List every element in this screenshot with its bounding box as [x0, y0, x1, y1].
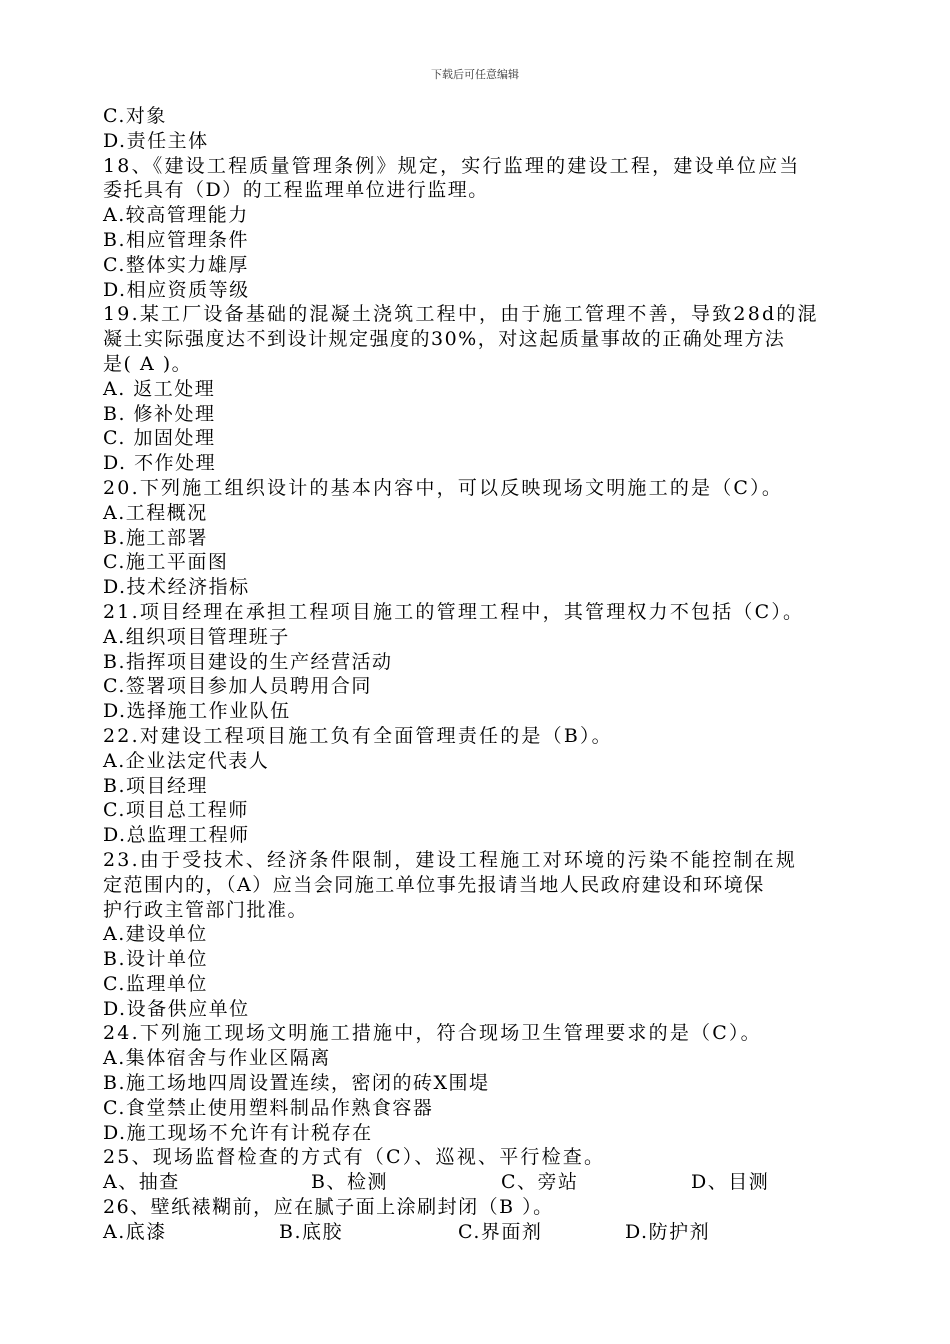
page-header: 下载后可任意编辑: [431, 68, 519, 81]
text-line: A.较高管理能力: [103, 204, 249, 227]
text-line: 定范围内的，（A）应当会同施工单位事先报请当地人民政府建设和环境保: [103, 873, 765, 896]
text-line: A.建设单位: [103, 923, 208, 946]
text-line: D. 不作处理: [103, 452, 217, 475]
text-line: 24.下列施工现场文明施工措施中，符合现场卫生管理要求的是（C）。: [103, 1022, 762, 1045]
q26-option-c: C.界面剂: [458, 1220, 543, 1243]
text-line: D.相应资质等级: [103, 278, 250, 301]
text-line: 20.下列施工组织设计的基本内容中，可以反映现场文明施工的是（C）。: [103, 476, 784, 499]
q26-option-b: B.底胶: [279, 1220, 344, 1243]
q25-option-d: D、目测: [691, 1171, 770, 1194]
text-line: A.集体宿舍与作业区隔离: [103, 1047, 331, 1070]
text-line: B.施工部署: [103, 526, 209, 549]
text-line: C. 加固处理: [103, 427, 216, 450]
text-line: C.签署项目参加人员聘用合同: [103, 675, 372, 698]
text-line: 是( A )。: [103, 352, 193, 375]
text-line: D.责任主体: [103, 129, 209, 152]
text-line: C.监理单位: [103, 972, 208, 995]
text-line: B.项目经理: [103, 774, 209, 797]
text-lines: [103, 104, 848, 1170]
q25-option-c: C、旁站: [501, 1171, 579, 1194]
text-line: D.选择施工作业队伍: [103, 700, 291, 723]
text-line: 委托具有（D）的工程监理单位进行监理。: [103, 179, 489, 202]
text-line: 护行政主管部门批准。: [103, 898, 309, 921]
text-line: B. 修补处理: [103, 402, 216, 425]
text-line: B.设计单位: [103, 948, 209, 971]
q25-option-b: B、检测: [311, 1171, 388, 1194]
text-line: 23.由于受技术、经济条件限制，建设工程施工对环境的污染不能控制在规: [103, 848, 798, 871]
text-line: C.对象: [103, 105, 167, 127]
text-line: B.施工场地四周设置连续，密闭的砖X围堤: [103, 1072, 490, 1095]
text-line: 凝土实际强度达不到设计规定强度的30%，对这起质量事故的正确处理方法: [103, 328, 786, 351]
text-line: C.施工平面图: [103, 551, 229, 574]
text-line: A.组织项目管理班子: [103, 625, 290, 648]
text-line: 18、《建设工程质量管理条例》规定，实行监理的建设工程，建设单位应当: [103, 154, 801, 177]
text-line: 22.对建设工程项目施工负有全面管理责任的是（B）。: [103, 724, 613, 747]
text-line: A.企业法定代表人: [103, 749, 270, 772]
text-line: C.项目总工程师: [103, 799, 249, 822]
q26-options-row: [103, 1220, 848, 1245]
text-line: 25、现场监督检查的方式有（C）、巡视、平行检查。: [103, 1146, 606, 1169]
text-line: C.食堂禁止使用塑料制品作熟食容器: [103, 1096, 434, 1119]
q25-options-row: [103, 1170, 848, 1195]
q25-option-a: A、抽查: [103, 1171, 180, 1194]
document-body: [103, 104, 848, 1245]
text-line: D.总监理工程师: [103, 824, 250, 847]
text-line: A.工程概况: [103, 501, 208, 524]
q26-option-d: D.防护剂: [625, 1220, 711, 1243]
text-line: B.指挥项目建设的生产经营活动: [103, 650, 393, 673]
text-line: D.设备供应单位: [103, 997, 250, 1020]
text-line: B.相应管理条件: [103, 228, 250, 251]
text-line: A. 返工处理: [103, 377, 216, 400]
text-line: D.施工现场不允许有计税存在: [103, 1121, 373, 1144]
q26-stem: 26、壁纸裱糊前，应在腻子面上涂刷封闭（B ）。: [103, 1196, 554, 1219]
text-line: D.技术经济指标: [103, 576, 250, 599]
text-line: C.整体实力雄厚: [103, 253, 249, 276]
text-line: 21.项目经理在承担工程项目施工的管理工程中，其管理权力不包括（C）。: [103, 600, 805, 623]
q26-option-a: A.底漆: [103, 1220, 167, 1243]
text-line: 19.某工厂设备基础的混凝土浇筑工程中，由于施工管理不善，导致28d的混: [103, 303, 819, 326]
